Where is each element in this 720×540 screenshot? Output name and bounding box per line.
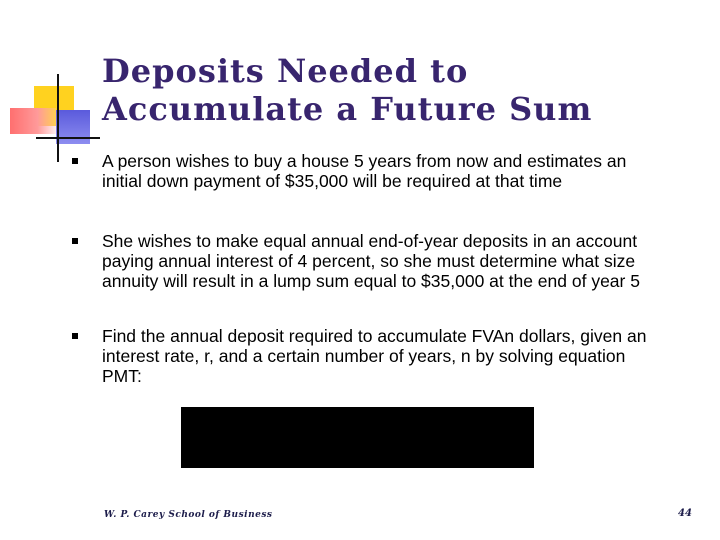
bullet-item <box>70 151 670 231</box>
horizontal-line-shape <box>36 137 100 139</box>
corner-decoration <box>0 0 110 160</box>
red-square-shape <box>10 108 56 134</box>
slide-title-line-2: Accumulate a Future Sum <box>102 90 593 128</box>
bullet-text: Find the annual deposit required to accumulate FVAn dollars, given an interest rate, r, and a certain number of years, n by solving equation PMT: <box>102 326 647 386</box>
bullet-item <box>70 231 670 326</box>
footer-text: W. P. Carey School of Business <box>104 510 273 520</box>
vertical-line-shape <box>57 74 59 162</box>
bullet-text: She wishes to make equal annual end-of-year deposits in an account paying annual interest of 4 percent, so she must determine what size annuity will result in a lump sum equal to $35,000 at the end of year 5 <box>102 231 640 291</box>
bullet-square-icon <box>72 333 78 339</box>
page-number: 44 <box>678 508 692 519</box>
bullet-text: A person wishes to buy a house 5 years from now and estimates an initial down payment of $35,000 will be required at that time <box>102 151 627 191</box>
slide-title-line-1: Deposits Needed to <box>102 52 469 90</box>
slide-title <box>102 52 702 128</box>
bullet-item <box>70 326 670 386</box>
bullet-square-icon <box>72 238 78 244</box>
formula-image-placeholder <box>181 407 534 468</box>
bullet-list <box>70 151 670 386</box>
bullet-square-icon <box>72 158 78 164</box>
